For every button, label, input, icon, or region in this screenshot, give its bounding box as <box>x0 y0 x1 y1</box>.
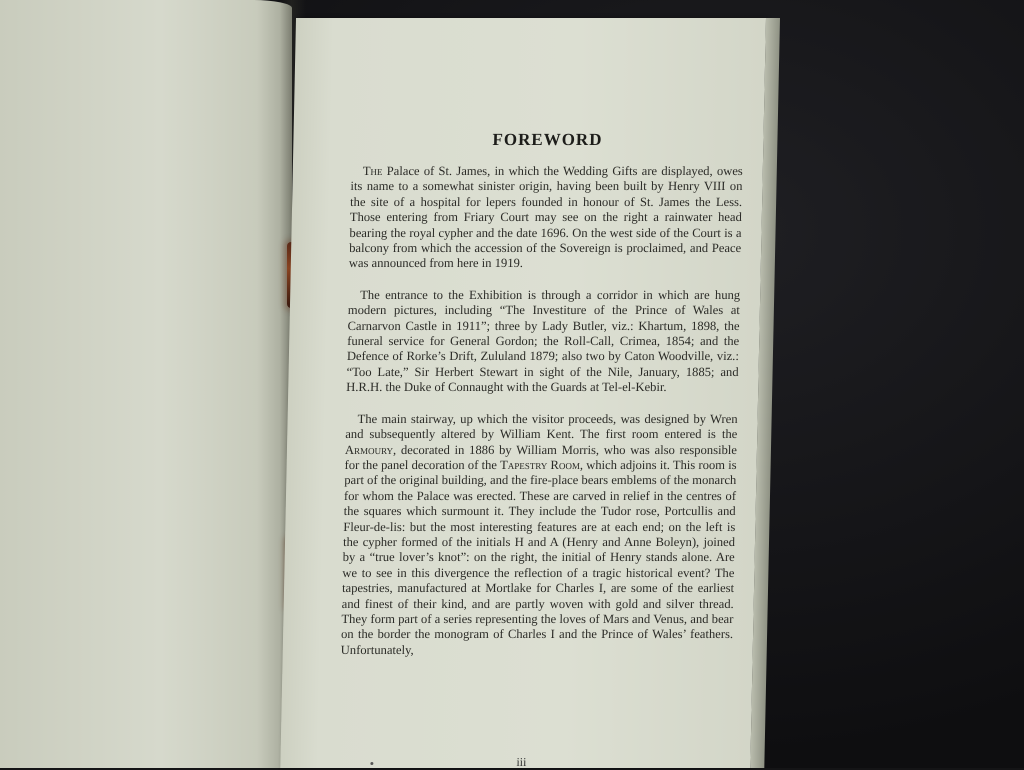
paragraph-1-text: Palace of St. James, in which the Wedding Gifts are displayed, owes its name to a somewhat sinister origin, having been built by Henry VIII on the site of a hospital for lepers founded in honour of St. James the Less. Those entering from Friary Court may see on the right a rainwater head bearing the royal cypher and the date 1696. On the west side of the Court is a balcony from which the accession of the Sovereign is proclaimed, and Peace was announced from here in 1919. <box>348 164 743 271</box>
page-mark <box>370 762 373 765</box>
paragraph-3-part-2: , decorated in 1886 by William Morris, who was also responsible for the panel decoration of the <box>344 442 738 472</box>
tapestry-room-label: Tapestry Room <box>499 457 581 472</box>
paragraph-1-lead: The <box>362 164 383 178</box>
paragraph-3 <box>341 412 738 659</box>
page-title: FOREWORD <box>492 130 603 149</box>
paragraph-1 <box>349 164 743 272</box>
paragraph-2: The entrance to the Exhibition is through a corridor in which are hung modern pictures, including “The Investiture of the Prince of Wales at Carnarvon Castle in 1911”; three by Lady Butler, viz.: Khartum, 1898, the funeral service for General Gordon; the Roll-Call, Crimea, 1854; and the Defence of Rorke’s Drift, Zululand 1879; also two by Caton Woodville, viz.: “Too Late,” Sir Herbert Stewart in sight of the Nile, January, 1885; and H.R.H. the Duke of Connaught with the Guards at Tel-el-Kebir. <box>346 287 741 395</box>
paragraph-3-part-3: , which adjoins it. This room is part of the original building, and the fire-place bears emblems of the monarch for whom the Palace was erected. These are carved in relief in the centres of the squares which surmount it. They include the Tudor rose, Portcullis and Fleur-de-lis: but the most interesting features are at each end; on the left is the cypher formed of the initials H and A (Henry and Anne Boleyn), joined by a “true lover’s knot”: on the right, the initial of Henry stands alone. Are we to see in this divergence the reflection of a tragic historical event? The tapestries, manufactured at Mortlake for Charles I, are some of the earliest and finest of their kind, and are partly woven with gold and silver thread. They form part of a series representing the loves of Mars and Venus, and bear on the border the monogram of Charles I and the Prince of Wales’ feathers. Unfortunately, <box>340 457 737 657</box>
page-number: iii <box>516 755 527 769</box>
paragraph-3-part-1: The main stairway, up which the visitor proceeds, was designed by Wren and subsequently altered by William Kent. The first room entered is the <box>345 411 738 442</box>
text-block <box>340 130 743 674</box>
right-page <box>280 18 766 768</box>
armoury-label: Armoury <box>344 442 394 457</box>
left-page <box>0 0 292 768</box>
